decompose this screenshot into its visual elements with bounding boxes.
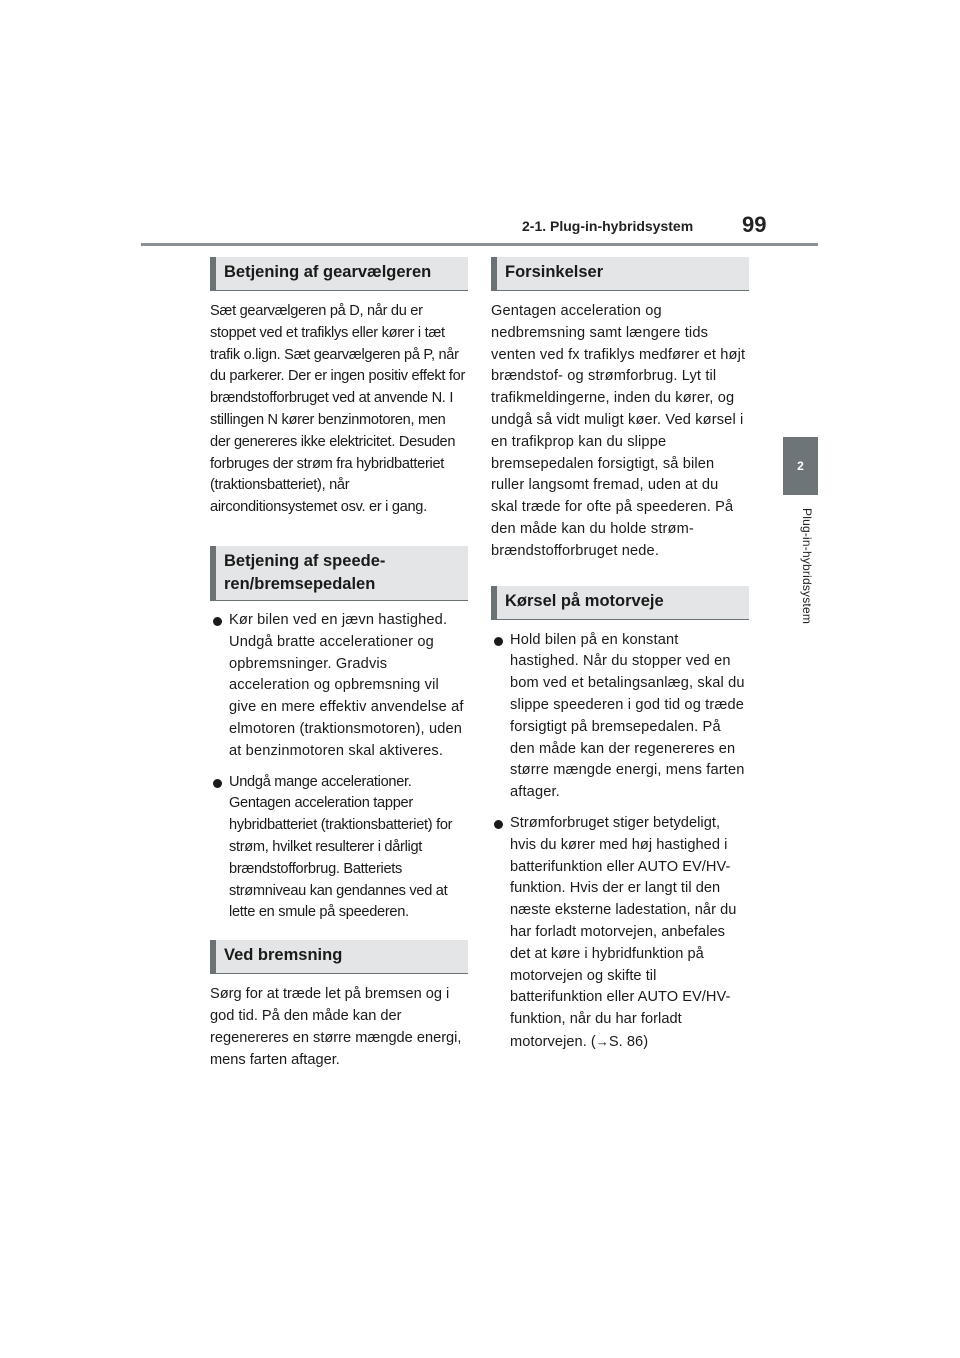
section-heading-delays: Forsinkelser xyxy=(491,257,749,291)
pedal-heading-line1: Betjening af speede- xyxy=(224,551,386,570)
page-number: 99 xyxy=(742,212,767,237)
section-heading-motorway: Kørsel på motorveje xyxy=(491,586,749,620)
motorway-bullet2-text: Strømforbruget stiger betydeligt, hvis du kører med høj hastighed i batterifunktion eller AUTO EV/HV-funktion. Hvis der er langt til den næste eksterne ladestation, når du har forladt motorvejen, anbefales det at køre i hybridfunktion på motorvejen og skifte til batterifunktion eller AUTO EV/HV-funktion, når du har forladt motorvejen. ( xyxy=(510,814,737,1050)
list-item xyxy=(491,813,749,1054)
pedal-bullet-list xyxy=(210,610,468,924)
list-item: Hold bilen på en konstant hastighed. Når du stopper ved en bom ved et betalingsanlæg, skal du slippe speederen i god tid og træde forsigtigt på bremsepedalen. På den måde kan der regenereres en større mængde energi, mens farten aftager. xyxy=(491,630,749,804)
list-item: Kør bilen ved en jævn hastighed. Undgå bratte accelerationer og opbremsninger. Gradvis acceleration og opbremsning vil give en mere effektiv anvendelse af elmotoren (traktionsmotoren), uden at benzinmotoren skal aktiveres. xyxy=(210,610,468,763)
motorway-bullet-list xyxy=(491,630,749,1054)
section-title: 2-1. Plug-in-hybridsystem xyxy=(522,218,694,234)
chapter-tab[interactable]: 2 xyxy=(783,437,818,495)
list-item: Undgå mange accelerationer. Gentagen acceleration tapper hybridbatteriet (traktionsbatteriet) for strøm, hvilket resulterer i dårligt brændstofforbrug. Batteriets strømniveau kan gendannes ved at lette en smule på speederen. xyxy=(210,772,468,925)
left-column xyxy=(210,257,468,1071)
chapter-label: Plug-in-hybridsystem xyxy=(800,508,814,625)
right-column xyxy=(491,257,749,1063)
section-heading-pedal xyxy=(210,546,468,601)
gear-paragraph: Sæt gearvælgeren på D, når du er stoppet ved et trafiklys eller kører i tæt trafik o.lign. Sæt gearvælgeren på P, når du parkerer. Der er ingen positiv effekt for brændstofforbruget ved at anvende N. I stillingen N kører benzinmotoren, men der genereres ikke elektricitet. Desuden forbruges der strøm fra hybridbatteriet (traktionsbatteriet), når airconditionsystemet osv. er i gang. xyxy=(210,303,466,516)
page-reference-link[interactable]: S. 86) xyxy=(608,1033,649,1050)
delays-paragraph: Gentagen acceleration og nedbremsning samt længere tids venten ved fx trafiklys medfører et højt brændstof- og strømforbrug. Lyt til trafikmeldingerne, inden du kører, og undgå så vidt muligt køer. Ved kørsel i en trafikprop kan du slippe bremsepedalen forsigtigt, så bilen ruller langsomt fremad, uden at du skal træde for ofte på speederen. På den måde kan du holde strøm-brændstofforbruget nede. xyxy=(491,303,746,559)
header-divider xyxy=(141,243,818,246)
section-heading-braking: Ved bremsning xyxy=(210,940,468,974)
pedal-heading-line2: ren/bremsepedalen xyxy=(224,574,376,593)
arrow-right-icon: → xyxy=(595,1033,609,1049)
section-heading-gear: Betjening af gearvælgeren xyxy=(210,257,468,291)
braking-paragraph: Sørg for at træde let på bremsen og i god tid. På den måde kan der regenereres en større mængde energi, mens farten aftager. xyxy=(210,986,462,1068)
